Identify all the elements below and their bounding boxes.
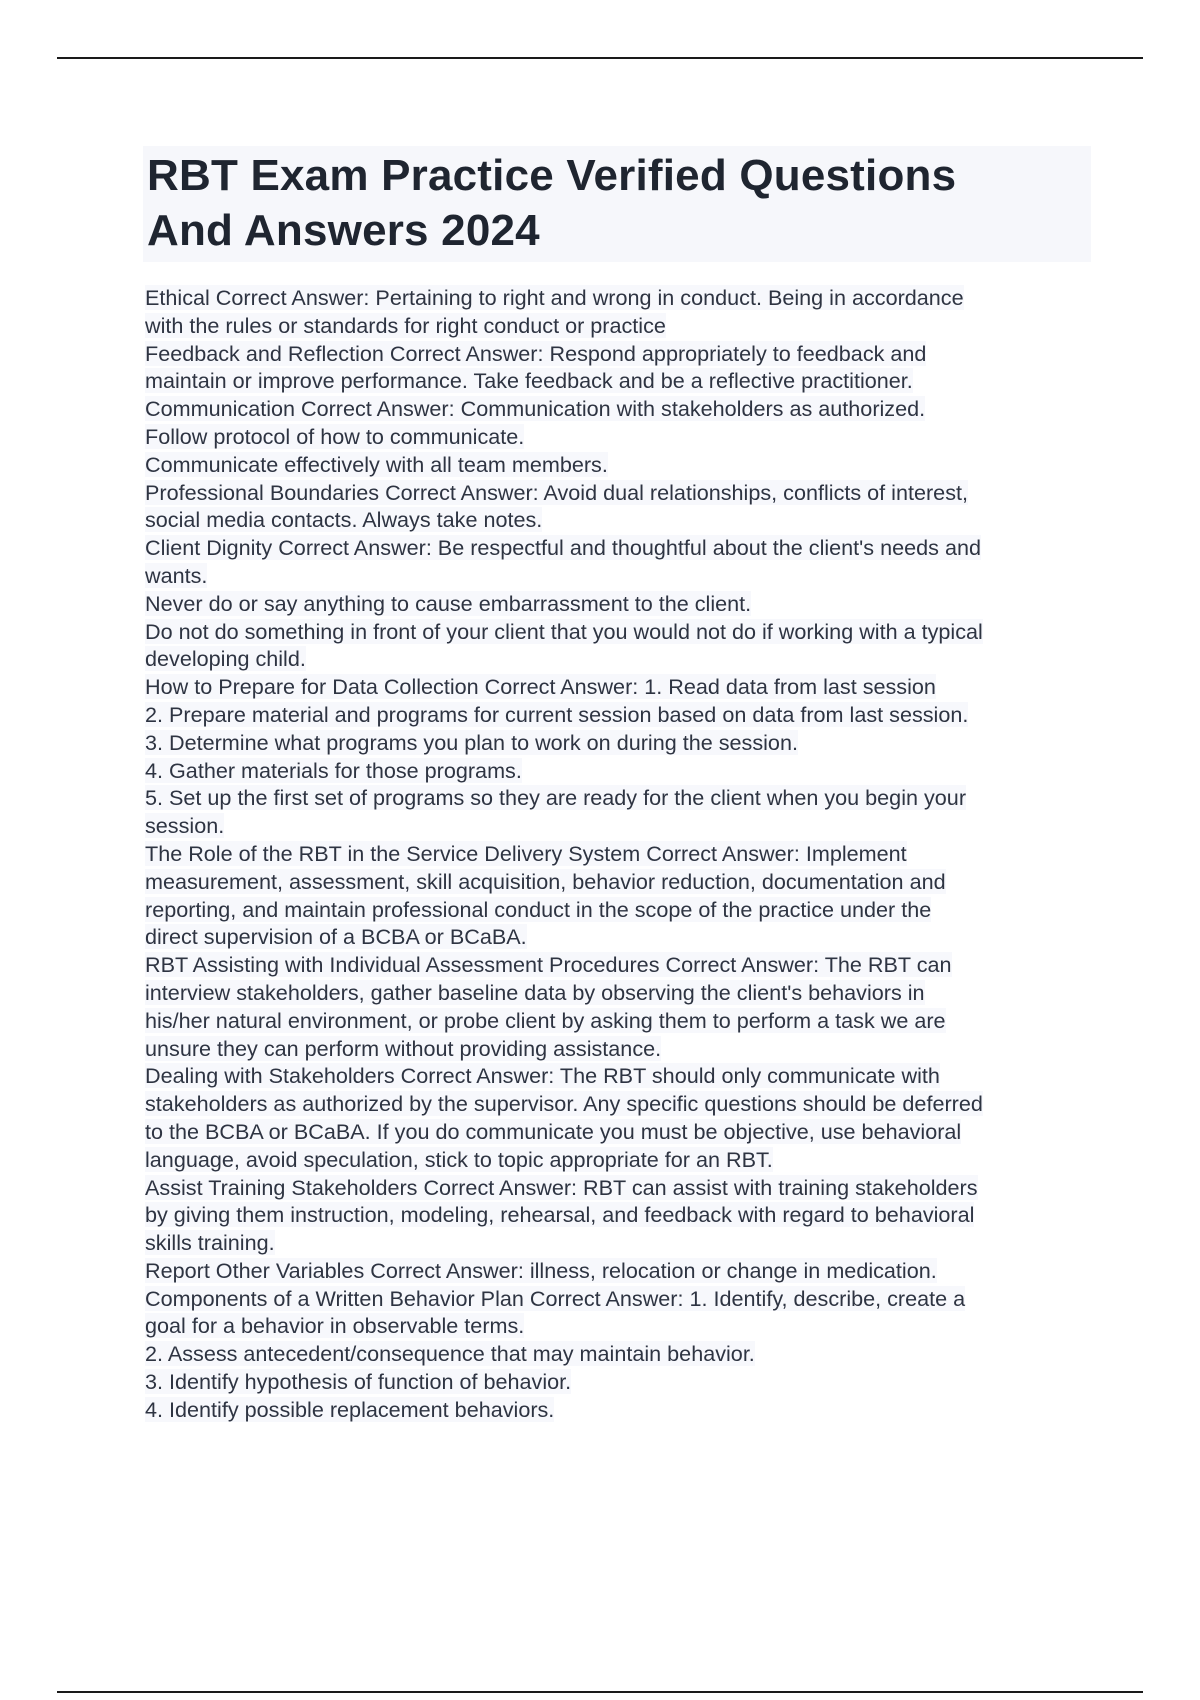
body-line: measurement, assessment, skill acquisition, behavior reduction, documentation and	[145, 868, 946, 894]
body-line: to the BCBA or BCaBA. If you do communicate you must be objective, use behavioral	[145, 1118, 962, 1144]
body-line: by giving them instruction, modeling, rehearsal, and feedback with regard to behavioral	[145, 1202, 975, 1228]
body-line: interview stakeholders, gather baseline data by observing the client's behaviors in	[145, 979, 925, 1005]
body-line: Ethical Correct Answer: Pertaining to right and wrong in conduct. Being in accordance	[145, 285, 964, 310]
body-line: 4. Identify possible replacement behaviors.	[145, 1396, 555, 1422]
body-line: maintain or improve performance. Take feedback and be a reflective practitioner.	[145, 368, 913, 394]
body-line: How to Prepare for Data Collection Correct Answer: 1. Read data from last session	[145, 674, 936, 700]
body-line: Do not do something in front of your client that you would not do if working with a typical	[145, 618, 983, 644]
bottom-rule	[57, 1691, 1143, 1693]
body-line: 2. Prepare material and programs for current session based on data from last session.	[145, 701, 969, 727]
body-line: Communication Correct Answer: Communication with stakeholders as authorized.	[145, 396, 926, 422]
document-body	[145, 284, 1091, 1424]
body-line: Professional Boundaries Correct Answer: Avoid dual relationships, conflicts of interest,	[145, 479, 968, 505]
title-line: RBT Exam Practice Verified Questions	[147, 151, 957, 200]
body-line: Client Dignity Correct Answer: Be respectful and thoughtful about the client's needs and	[145, 535, 981, 561]
body-line: Communicate effectively with all team members.	[145, 451, 608, 477]
body-line: direct supervision of a BCBA or BCaBA.	[145, 924, 527, 950]
body-line: skills training.	[145, 1230, 275, 1256]
body-line: Dealing with Stakeholders Correct Answer: The RBT should only communicate with	[145, 1063, 940, 1089]
body-line: 3. Determine what programs you plan to work on during the session.	[145, 729, 798, 755]
body-line: Report Other Variables Correct Answer: illness, relocation or change in medication.	[145, 1257, 937, 1283]
body-line: unsure they can perform without providing assistance.	[145, 1035, 662, 1061]
body-line: 2. Assess antecedent/consequence that may maintain behavior.	[145, 1341, 755, 1367]
body-line: his/her natural environment, or probe client by asking them to perform a task we are	[145, 1007, 946, 1033]
body-line: goal for a behavior in observable terms.	[145, 1313, 525, 1339]
body-line: The Role of the RBT in the Service Delivery System Correct Answer: Implement	[145, 840, 907, 866]
body-line: stakeholders as authorized by the supervisor. Any specific questions should be deferred	[145, 1091, 983, 1117]
body-line: reporting, and maintain professional conduct in the scope of the practice under the	[145, 896, 932, 922]
body-line: session.	[145, 813, 225, 839]
body-line: 3. Identify hypothesis of function of behavior.	[145, 1369, 572, 1395]
body-line: Feedback and Reflection Correct Answer: Respond appropriately to feedback and	[145, 340, 927, 366]
body-line: 5. Set up the first set of programs so they are ready for the client when you begin your	[145, 785, 967, 811]
body-line: social media contacts. Always take notes.	[145, 507, 543, 533]
top-rule	[57, 57, 1143, 59]
body-line: Follow protocol of how to communicate.	[145, 423, 525, 449]
body-line: developing child.	[145, 646, 306, 672]
body-line: language, avoid speculation, stick to topic appropriate for an RBT.	[145, 1146, 773, 1172]
body-line: Assist Training Stakeholders Correct Answer: RBT can assist with training stakeholders	[145, 1174, 978, 1200]
body-line: RBT Assisting with Individual Assessment Procedures Correct Answer: The RBT can	[145, 952, 952, 978]
document-title	[147, 148, 1087, 258]
title-block	[143, 146, 1091, 262]
title-line: And Answers 2024	[147, 206, 540, 255]
body-line: with the rules or standards for right conduct or practice	[145, 312, 666, 338]
body-line: Never do or say anything to cause embarrassment to the client.	[145, 590, 752, 616]
body-line: 4. Gather materials for those programs.	[145, 757, 522, 783]
body-line: wants.	[145, 562, 208, 588]
body-line: Components of a Written Behavior Plan Correct Answer: 1. Identify, describe, create a	[145, 1285, 966, 1311]
